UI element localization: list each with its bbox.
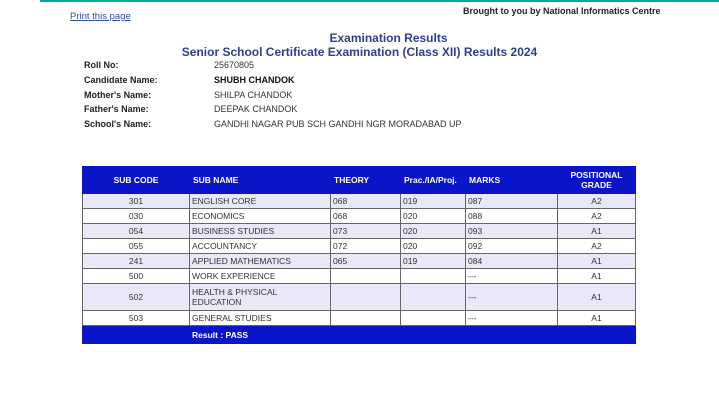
marks-cell: ---: [466, 311, 558, 326]
grade-cell: A1: [558, 254, 636, 269]
practical-cell: 020: [401, 224, 466, 239]
school-name-label: School's Name:: [84, 119, 152, 130]
sub-code-cell: 054: [83, 224, 190, 239]
marks-cell: ---: [466, 269, 558, 284]
table-row: [83, 254, 636, 269]
father-name-value: DEEPAK CHANDOK: [214, 104, 298, 115]
table-header-row: [83, 167, 636, 194]
practical-cell: 020: [401, 209, 466, 224]
practical-cell: 019: [401, 254, 466, 269]
theory-cell: [331, 311, 401, 326]
sub-code-cell: 055: [83, 239, 190, 254]
sub-name-cell: HEALTH & PHYSICAL EDUCATION: [190, 284, 331, 311]
sub-name-cell: WORK EXPERIENCE: [190, 269, 331, 284]
practical-cell: [401, 284, 466, 311]
theory-cell: [331, 284, 401, 311]
sub-name-cell: ACCOUNTANCY: [190, 239, 331, 254]
top-divider: [40, 0, 719, 2]
header-sub-name: SUB NAME: [190, 167, 331, 194]
result-value: PASS: [225, 329, 249, 340]
practical-cell: [401, 269, 466, 284]
result-row: [83, 326, 636, 344]
header-practical: Prac./IA/Proj.: [401, 167, 466, 194]
practical-cell: 020: [401, 239, 466, 254]
marks-cell: 088: [466, 209, 558, 224]
marks-cell: 093: [466, 224, 558, 239]
sub-code-cell: 030: [83, 209, 190, 224]
result-spacer: [83, 326, 190, 344]
marks-cell: ---: [466, 284, 558, 311]
marks-cell: 084: [466, 254, 558, 269]
sub-code-cell: 241: [83, 254, 190, 269]
practical-cell: 019: [401, 194, 466, 209]
header-sub-code: SUB CODE: [83, 167, 190, 194]
print-page-link[interactable]: Print this page: [70, 11, 131, 22]
theory-cell: 068: [331, 194, 401, 209]
theory-cell: 072: [331, 239, 401, 254]
sub-name-cell: BUSINESS STUDIES: [190, 224, 331, 239]
sub-name-cell: APPLIED MATHEMATICS: [190, 254, 331, 269]
sub-name-cell: ENGLISH CORE: [190, 194, 331, 209]
roll-no-value: 25670805: [214, 60, 255, 70]
mother-name-value: SHILPA CHANDOK: [214, 89, 293, 100]
sub-name-cell: GENERAL STUDIES: [190, 311, 331, 326]
table-row: [83, 269, 636, 284]
father-name-label: Father's Name:: [84, 104, 149, 115]
credit-text: Brought to you by National Informatics Centre: [463, 6, 661, 16]
table-row: [83, 311, 636, 326]
grade-cell: A1: [558, 224, 636, 239]
header-positional-grade: POSITIONAL GRADE: [558, 167, 636, 194]
theory-cell: [331, 269, 401, 284]
table-row: [83, 224, 636, 239]
result-label: Result :: [192, 329, 224, 340]
grade-cell: A2: [558, 239, 636, 254]
sub-code-cell: 502: [83, 284, 190, 311]
page-subtitle: Senior School Certificate Examination (Class XII) Results 2024: [181, 45, 538, 59]
theory-cell: 073: [331, 224, 401, 239]
sub-code-cell: 503: [83, 311, 190, 326]
marks-cell: 092: [466, 239, 558, 254]
theory-cell: 068: [331, 209, 401, 224]
grade-cell: A2: [558, 209, 636, 224]
practical-cell: [401, 311, 466, 326]
theory-cell: 065: [331, 254, 401, 269]
candidate-name-value: SHUBH CHANDOK: [214, 74, 295, 85]
school-name-value: GANDHI NAGAR PUB SCH GANDHI NGR MORADABAD UP: [214, 119, 462, 130]
result-cell: [190, 326, 636, 344]
table-row: [83, 284, 636, 311]
header-marks: MARKS: [466, 167, 558, 194]
sub-name-cell: ECONOMICS: [190, 209, 331, 224]
grade-cell: A1: [558, 284, 636, 311]
sub-code-cell: 500: [83, 269, 190, 284]
roll-no-label: Roll No:: [84, 60, 119, 70]
grade-cell: A1: [558, 311, 636, 326]
table-row: [83, 239, 636, 254]
page-title: Examination Results: [329, 31, 448, 45]
grade-cell: A2: [558, 194, 636, 209]
table-row: [83, 209, 636, 224]
candidate-name-label: Candidate Name:: [84, 74, 158, 85]
marks-table: [82, 166, 636, 344]
mother-name-label: Mother's Name:: [84, 89, 152, 100]
grade-cell: A1: [558, 269, 636, 284]
marks-cell: 087: [466, 194, 558, 209]
table-row: [83, 194, 636, 209]
sub-code-cell: 301: [83, 194, 190, 209]
header-theory: THEORY: [331, 167, 401, 194]
